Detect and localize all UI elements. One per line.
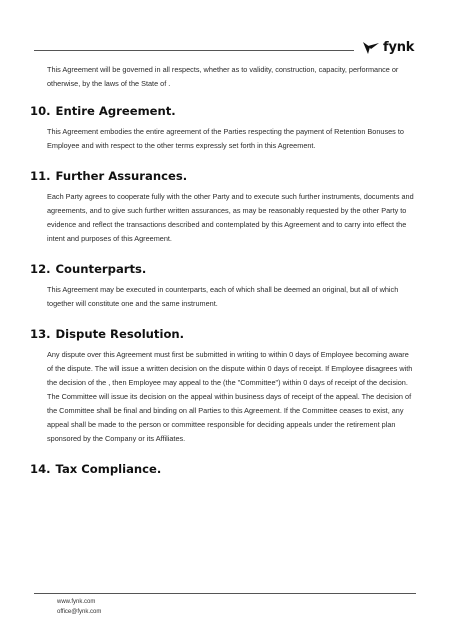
section-title: Dispute Resolution. xyxy=(55,327,185,341)
section-heading-14 xyxy=(30,462,414,476)
section-paragraph-12: This Agreement may be executed in counterparts, each of which shall be deemed an original, but all of which together will constitute one and the same instrument. xyxy=(47,285,399,308)
logo xyxy=(362,40,414,55)
footer-divider xyxy=(34,593,416,594)
footer-email: office@fynk.com xyxy=(57,609,102,615)
footer-website: www.fynk.com xyxy=(57,599,96,605)
governing-law-paragraph: This Agreement will be governed in all respects, whether as to validity, construction, capacity, performance or otherwise, by the laws of the State of . xyxy=(47,65,399,88)
section-heading-12 xyxy=(30,262,414,276)
section-number: 11. xyxy=(30,169,51,183)
header-divider xyxy=(34,50,354,51)
section-heading-10 xyxy=(30,104,414,118)
section-title: Tax Compliance. xyxy=(55,462,162,476)
section-paragraph-10: This Agreement embodies the entire agreement of the Parties respecting the payment of Retention Bonuses to Employee and with respect to the other terms expressly set forth in this Agreement. xyxy=(47,127,404,150)
section-heading-11 xyxy=(30,169,414,183)
section-title: Entire Agreement. xyxy=(55,104,176,118)
section-number: 13. xyxy=(30,327,51,341)
section-number: 10. xyxy=(30,104,51,118)
section-heading-13 xyxy=(30,327,414,341)
document-body xyxy=(30,63,414,476)
section-paragraph-11: Each Party agrees to cooperate fully with the other Party and to execute such further instruments, documents and agreements, and to give such further written assurances, as may be reasonably requested by the other Party to evidence and reflect the transactions described and contemplated by this Agreement and to carry into effect the intent and purposes of this Agreement. xyxy=(47,192,414,243)
fynk-bird-icon xyxy=(362,41,380,55)
logo-text: fynk xyxy=(383,40,415,55)
section-title: Counterparts. xyxy=(55,262,147,276)
section-title: Further Assurances. xyxy=(55,169,188,183)
section-paragraph-13: Any dispute over this Agreement must first be submitted in writing to within 0 days of Employee becoming aware of the dispute. The will issue a written decision on the dispute within 0 days of receipt. If Employee disagrees with the decision of the , then Employee may appeal to the (the "Committee") within 0 days of receipt of the decision. The Committee will issue its decision on the appeal within business days of receipt of the appeal. The decision of the Committee shall be final and binding on all Parties to this Agreement. If the Committee ceases to exist, any appeal shall be made to the person or committee responsible for deciding appeals under the retirement plan sponsored by the Company or its Affiliates. xyxy=(47,350,413,443)
section-number: 12. xyxy=(30,262,51,276)
section-number: 14. xyxy=(30,462,51,476)
